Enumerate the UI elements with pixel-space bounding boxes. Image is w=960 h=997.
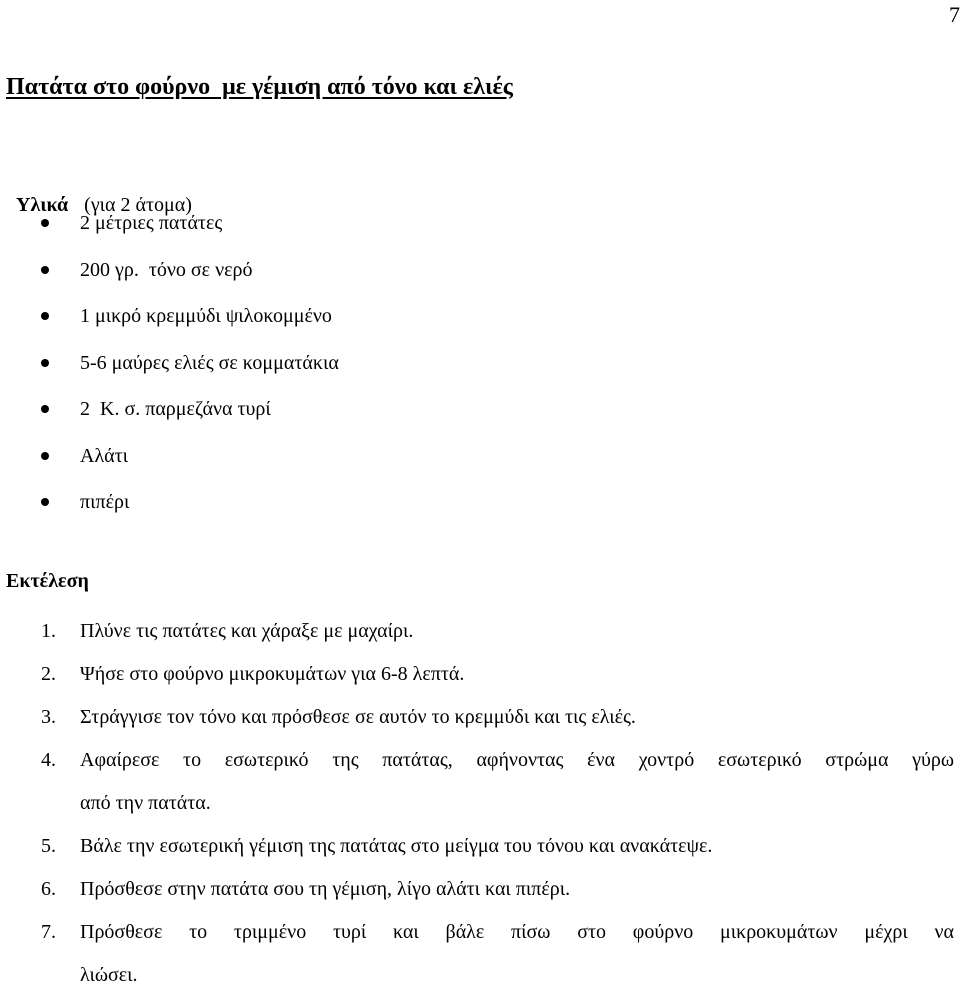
recipe-title: Πατάτα στο φούρνο με γέμιση από τόνο και ελιές — [6, 74, 513, 100]
step-text: Πρόσθεσε το τριμμένο τυρί και βάλε πίσω στο φούρνο μικροκυμάτων μέχρι να — [80, 921, 954, 943]
bullet-icon — [41, 498, 49, 506]
bullet-icon — [41, 266, 49, 274]
step-number: 5. — [41, 835, 56, 857]
step-text: Αφαίρεσε το εσωτερικό της πατάτας, αφήνοντας ένα χοντρό εσωτερικό στρώμα γύρω — [80, 749, 954, 771]
bullet-icon — [41, 312, 49, 320]
step-number: 2. — [41, 663, 56, 685]
bullet-icon — [41, 219, 49, 227]
step-text: Στράγγισε τον τόνο και πρόσθεσε σε αυτόν το κρεμμύδι και τις ελιές. — [80, 706, 636, 728]
step-number: 1. — [41, 620, 56, 642]
method-steps — [0, 610, 960, 997]
step-item — [0, 868, 960, 911]
step-number: 6. — [41, 878, 56, 900]
ingredients-label: Υλικά — [16, 194, 69, 216]
step-number: 7. — [41, 921, 56, 943]
step-text: Ψήσε στο φούρνο μικροκυμάτων για 6-8 λεπτά. — [80, 663, 465, 685]
step-text-continued: από την πατάτα. — [80, 792, 211, 814]
bullet-icon — [41, 405, 49, 413]
bullet-icon — [41, 452, 49, 460]
step-item — [0, 610, 960, 653]
step-item — [0, 653, 960, 696]
step-item — [0, 696, 960, 739]
method-heading: Εκτέλεση — [6, 570, 89, 592]
servings-note: (για 2 άτομα) — [84, 194, 192, 216]
step-number: 4. — [41, 749, 56, 771]
step-text: Πρόσθεσε στην πατάτα σου τη γέμιση, λίγο αλάτι και πιπέρι. — [80, 878, 571, 900]
step-item — [0, 911, 960, 997]
step-text: Πλύνε τις πατάτες και χάραξε με μαχαίρι. — [80, 620, 414, 642]
step-number: 3. — [41, 706, 56, 728]
page-number: 7 — [949, 2, 960, 27]
step-text: Βάλε την εσωτερική γέμιση της πατάτας στο μείγμα του τόνου και ανακάτεψε. — [80, 835, 713, 857]
step-text-continued: λιώσει. — [80, 964, 138, 986]
step-item — [0, 825, 960, 868]
step-item — [0, 739, 960, 825]
bullet-icon — [41, 359, 49, 367]
